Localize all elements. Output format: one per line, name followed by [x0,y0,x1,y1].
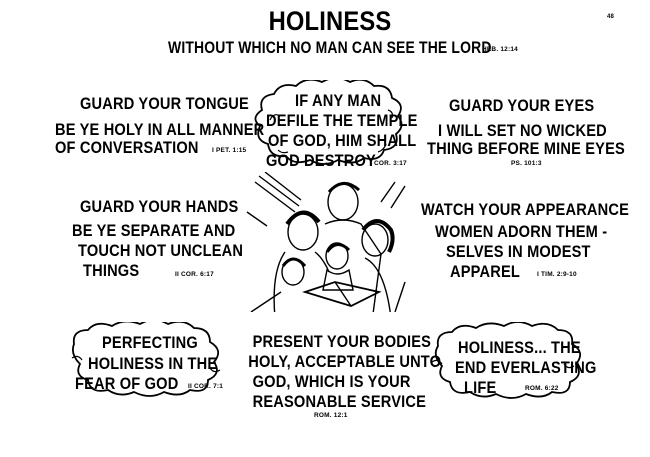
present-line1: PRESENT YOUR BODIES [252,332,432,351]
defile-line1: IF ANY MAN [295,91,382,110]
appearance-verse-line3: APPAREL [450,262,520,281]
appearance-verse-line1: WOMEN ADORN THEM - [435,222,608,241]
hands-verse-line3: THINGS [83,261,140,280]
eyes-verse-line2: THING BEFORE MINE EYES [427,139,625,158]
family-reading-illustration [245,172,415,322]
hands-reference: II COR. 6:17 [175,271,214,278]
present-reference: ROM. 12:1 [314,412,348,419]
perfecting-reference: II COR. 7:1 [188,383,224,390]
end-line2: END EVERLASTING [455,358,597,377]
tongue-verse-line1: BE YE HOLY IN ALL MANNER [55,120,265,139]
perfecting-line3: FEAR OF GOD [75,374,179,393]
hands-heading: GUARD YOUR HANDS [80,197,239,216]
page-number: 48 [607,14,615,20]
tongue-reference: I PET. 1:15 [212,147,247,154]
tongue-heading: GUARD YOUR TONGUE [80,94,249,113]
defile-line2: DEFILE THE TEMPLE [266,111,418,130]
end-line1: HOLINESS... THE [458,338,581,357]
defile-reference: I COR. 3:17 [370,160,407,167]
present-line4: REASONABLE SERVICE [252,392,427,411]
subtitle-reference: HEB. 12:14 [482,46,518,53]
eyes-verse-line1: I WILL SET NO WICKED [438,121,607,140]
end-line3: LIFE [464,378,497,397]
appearance-heading: WATCH YOUR APPEARANCE [421,200,630,219]
appearance-verse-line2: SELVES IN MODEST [446,242,591,261]
defile-line4: GOD DESTROY [266,151,376,170]
perfecting-line2: HOLINESS IN THE [88,354,218,373]
page-title: HOLINESS [268,6,392,36]
hands-verse-line2: TOUCH NOT UNCLEAN [78,241,244,260]
eyes-reference: PS. 101:3 [511,160,542,167]
present-line3: GOD, WHICH IS YOUR [252,372,411,391]
eyes-heading: GUARD YOUR EYES [449,96,595,115]
end-reference: ROM. 6:22 [525,385,559,392]
tongue-verse-line2: OF CONVERSATION [55,138,199,157]
defile-line3: OF GOD, HIM SHALL [268,131,417,150]
appearance-reference: I TIM. 2:9-10 [537,271,577,278]
present-line2: HOLY, ACCEPTABLE UNTO [248,352,442,371]
perfecting-line1: PERFECTING [102,333,198,352]
hands-verse-line1: BE YE SEPARATE AND [72,221,236,240]
page-subtitle: WITHOUT WHICH NO MAN CAN SEE THE LORD [168,38,492,57]
